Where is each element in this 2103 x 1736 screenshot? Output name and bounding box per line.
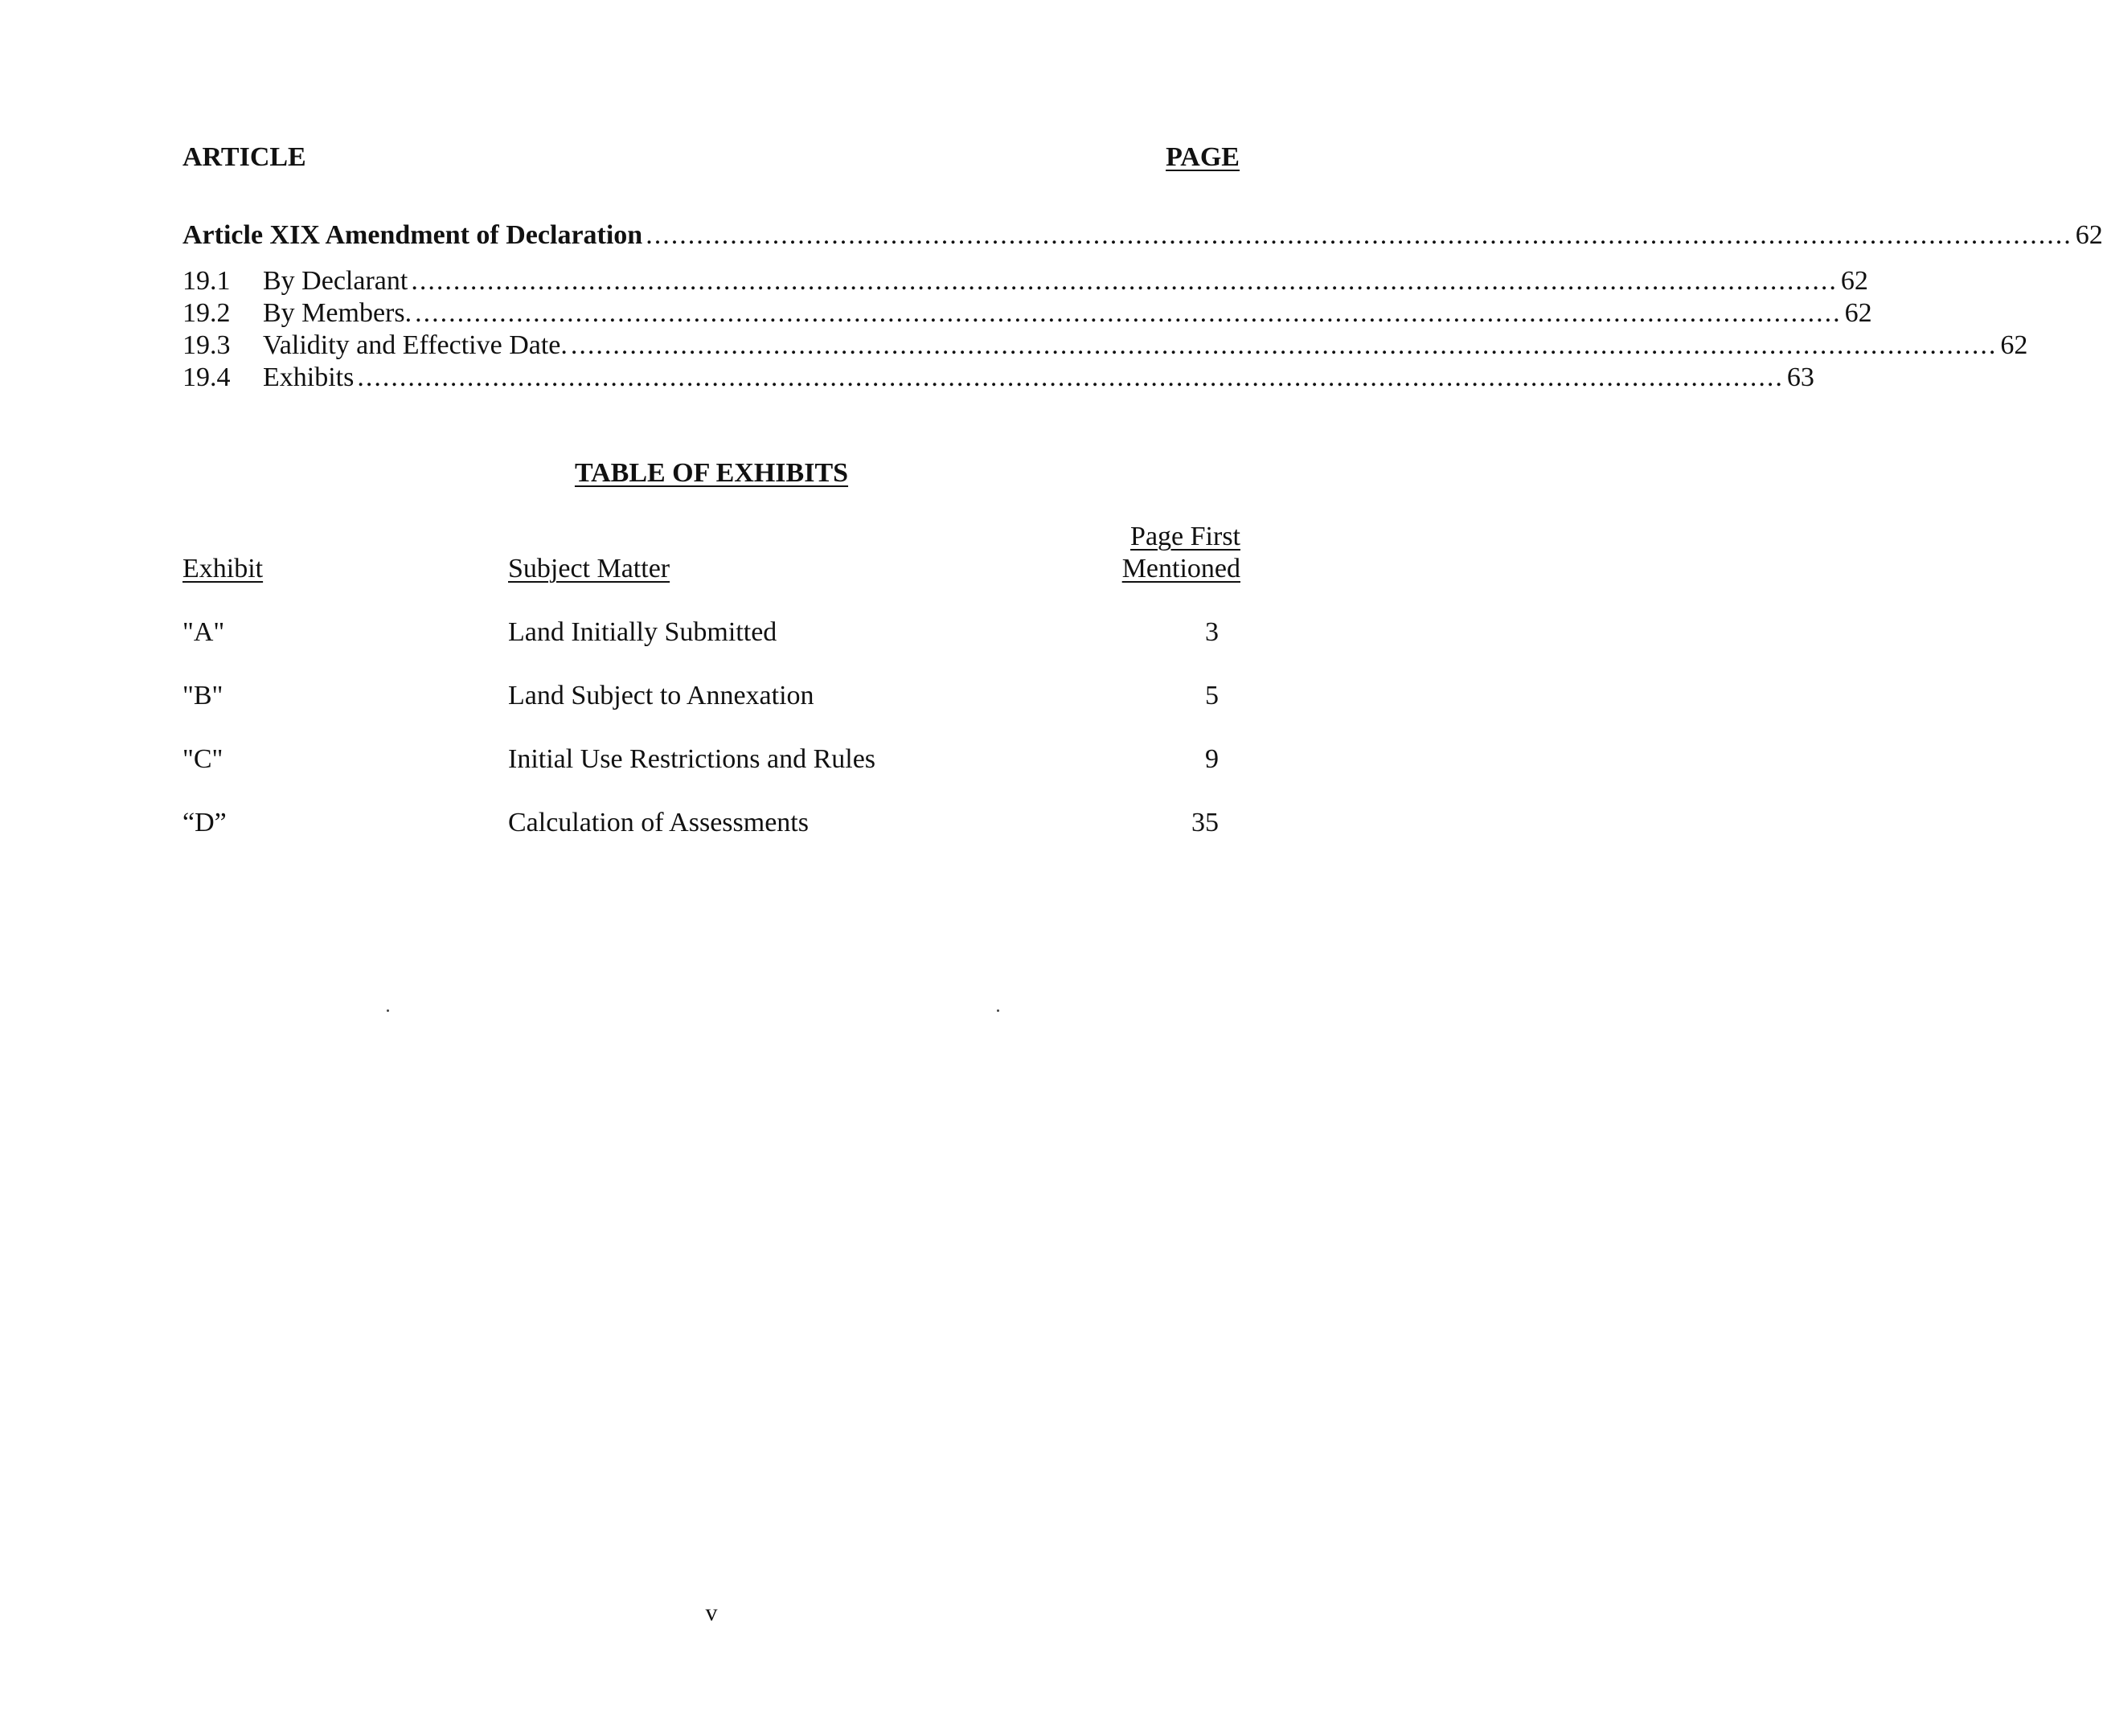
toc-section-row <box>182 265 1868 297</box>
exhibit-letter: "C" <box>182 744 223 774</box>
toc-section-row <box>182 362 1814 394</box>
exhibit-subject: Land Initially Submitted <box>508 617 777 647</box>
exhibit-letter: “D” <box>182 808 227 837</box>
toc-section-page: 63 <box>1786 362 1814 392</box>
toc-leader-dots: ......................................................................................................................................................................... <box>357 362 1784 392</box>
exhibit-row <box>0 616 1363 649</box>
exhibit-page: 5 <box>1205 681 1219 710</box>
toc-section-number: 19.3 <box>182 330 231 360</box>
exhibit-page: 35 <box>1191 808 1219 837</box>
scan-speck <box>997 1009 999 1012</box>
footer-page-number: v <box>705 1599 718 1626</box>
toc-article-label: Article XIX Amendment of Declaration <box>182 220 643 250</box>
exhibit-subject: Calculation of Assessments <box>508 808 809 837</box>
exhibit-letter: "A" <box>182 617 225 647</box>
exhibit-subject: Land Subject to Annexation <box>508 681 814 710</box>
exhibit-row <box>0 680 1363 712</box>
exhibits-header-exhibit: Exhibit <box>182 554 264 583</box>
exhibit-page: 3 <box>1205 617 1219 647</box>
toc-section-page: 62 <box>1844 298 1872 328</box>
toc-section-label: Validity and Effective Date. <box>263 330 568 360</box>
toc-section-page: 62 <box>1840 266 1868 296</box>
toc-leader-dots: ......................................................................................................................................................................... <box>646 220 2072 250</box>
exhibit-subject: Initial Use Restrictions and Rules <box>508 744 876 774</box>
exhibits-header-page-first-mentioned <box>1122 521 1240 585</box>
exhibits-header-subject: Subject Matter <box>508 554 670 583</box>
toc-article-page: 62 <box>2075 220 2103 250</box>
toc-leader-dots: ......................................................................................................................................................................... <box>570 330 1998 360</box>
toc-section-number: 19.1 <box>182 266 231 296</box>
exhibits-header-page-line2: Mentioned <box>1121 554 1240 583</box>
exhibit-row <box>0 807 1363 839</box>
scan-speck <box>387 1009 389 1012</box>
toc-section-number: 19.2 <box>182 298 231 328</box>
toc-leader-dots: ......................................................................................................................................................................... <box>411 266 1838 296</box>
toc-section-page: 62 <box>2000 330 2028 360</box>
exhibit-row <box>0 743 1363 776</box>
exhibits-title: TABLE OF EXHIBITS <box>574 458 849 488</box>
exhibit-letter: "B" <box>182 681 223 710</box>
toc-article-row <box>182 219 2103 252</box>
toc-section-row <box>182 330 2028 362</box>
toc-leader-dots: ......................................................................................................................................................................... <box>415 298 1842 328</box>
toc-header-page: PAGE <box>1166 142 1240 172</box>
exhibit-page: 9 <box>1205 744 1219 774</box>
toc-section-label: By Members. <box>263 298 412 328</box>
toc-section-number: 19.4 <box>182 362 231 392</box>
toc-section-row <box>182 297 1872 330</box>
toc-header-article: ARTICLE <box>182 142 306 172</box>
toc-section-label: By Declarant <box>263 266 408 296</box>
toc-section-label: Exhibits <box>263 362 355 392</box>
exhibits-header-page-line1: Page First <box>1130 522 1240 551</box>
